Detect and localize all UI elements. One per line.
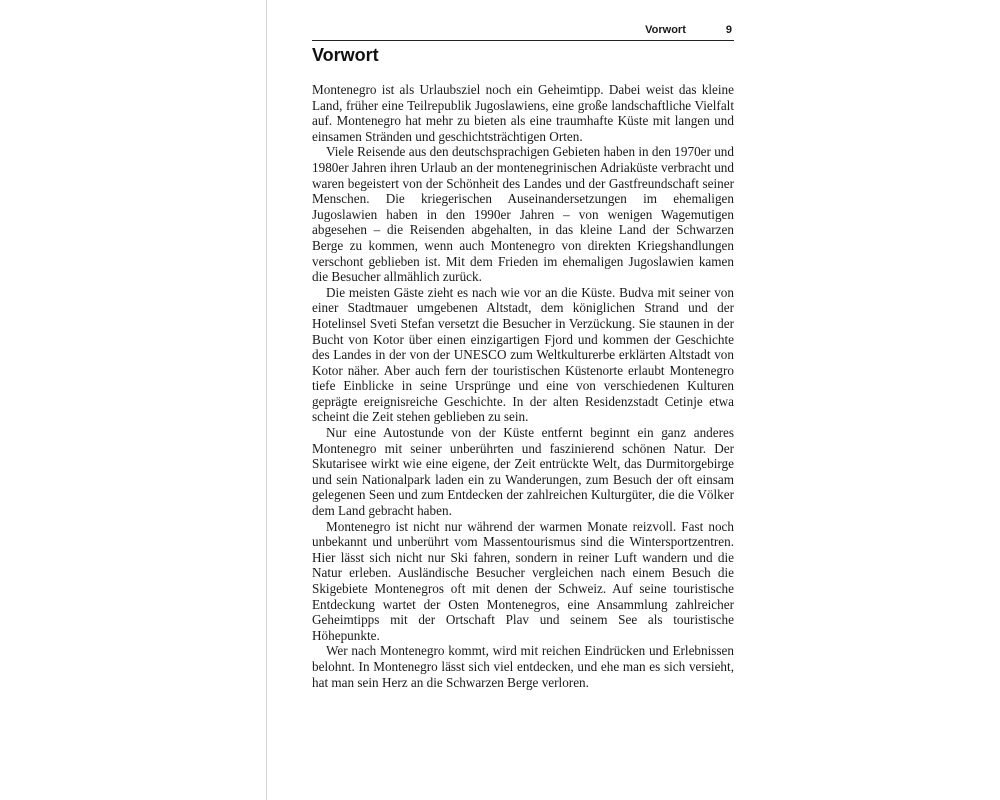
page-number: 9 [725, 24, 732, 36]
running-header-title: Vorwort [645, 24, 686, 36]
page-spine-divider [266, 0, 267, 800]
paragraph: Montenegro ist als Urlaubsziel noch ein Geheimtipp. Dabei weist das kleine Land, früher eine Teilrepublik Jugoslawiens, eine große landschaftliche Vielfalt auf. Montenegro hat mehr zu bieten als eine traumhafte Küste mit langen und einsamen Stränden und geschichtsträchtigen Orten. [312, 82, 734, 144]
running-header [312, 24, 734, 38]
chapter-title: Vorwort [312, 45, 379, 65]
body-text [312, 82, 734, 690]
book-page [312, 24, 734, 690]
paragraph: Die meisten Gäste zieht es nach wie vor an die Küste. Budva mit seiner von einer Stadtmauer umgebenen Altstadt, dem königlichen Strand und der Hotelinsel Sveti Stefan versetzt die Besucher in Verzückung. Sie staunen in der Bucht von Kotor über einen einzigartigen Fjord und kommen der Geschichte des Landes in der von der UNESCO zum Weltkulturerbe erklärten Altstadt von Kotor näher. Aber auch fern der touristischen Küstenorte erlaubt Montenegro tiefe Einblicke in seine Ursprünge und eine von verschiedenen Kulturen geprägte ereignisreiche Geschichte. In der alten Residenzstadt Cetinje etwa scheint die Zeit stehen geblieben zu sein. [312, 284, 734, 425]
paragraph: Viele Reisende aus den deutschsprachigen Gebieten haben in den 1970er und 1980er Jahren ihren Urlaub an der montenegrinischen Adriaküste verbracht und waren begeistert von der Schönheit des Landes und der Gastfreundschaft seiner Menschen. Die kriegerischen Auseinandersetzungen im ehemaligen Jugoslawien haben in den 1990er Jahren – von wenigen Wagemutigen abgesehen – die Reisenden abgehalten, in das kleine Land der Schwarzen Berge zu kommen, wenn auch Montenegro von direkten Kriegshandlungen verschont geblieben ist. Mit dem Frieden im ehemaligen Jugoslawien kamen die Besucher allmählich zurück. [312, 144, 734, 285]
paragraph: Wer nach Montenegro kommt, wird mit reichen Eindrücken und Erlebnissen belohnt. In Montenegro lässt sich viel entdecken, und ehe man es sich versieht, hat man sein Herz an die Schwarzen Berge verloren. [312, 643, 734, 690]
paragraph: Nur eine Autostunde von der Küste entfernt beginnt ein ganz anderes Montenegro mit seiner unberührten und faszinierend schönen Natur. Der Skutarisee wirkt wie eine eigene, der Zeit entrückte Welt, das Durmitorgebirge und sein Nationalpark laden ein zu Wanderungen, zum Besuch der oft einsam gelegenen Seen und zum Entdecken der zahlreichen Kulturgüter, die die Völker dem Land gebracht haben. [312, 425, 734, 519]
paragraph: Montenegro ist nicht nur während der warmen Monate reizvoll. Fast noch unbekannt und unberührt vom Massentourismus sind die Wintersportzentren. Hier lässt sich nicht nur Ski fahren, sondern in reiner Luft wandern und die Natur erleben. Ausländische Besucher vergleichen nach einem Besuch die Skigebiete Montenegros oft mit denen der Schweiz. Auf seine touristische Entdeckung wartet der Osten Montenegros, eine Ansammlung zahlreicher Geheimtipps mit der Ortschaft Plav und seinem See als touristische Höhepunkte. [312, 518, 734, 643]
header-rule [312, 40, 734, 41]
